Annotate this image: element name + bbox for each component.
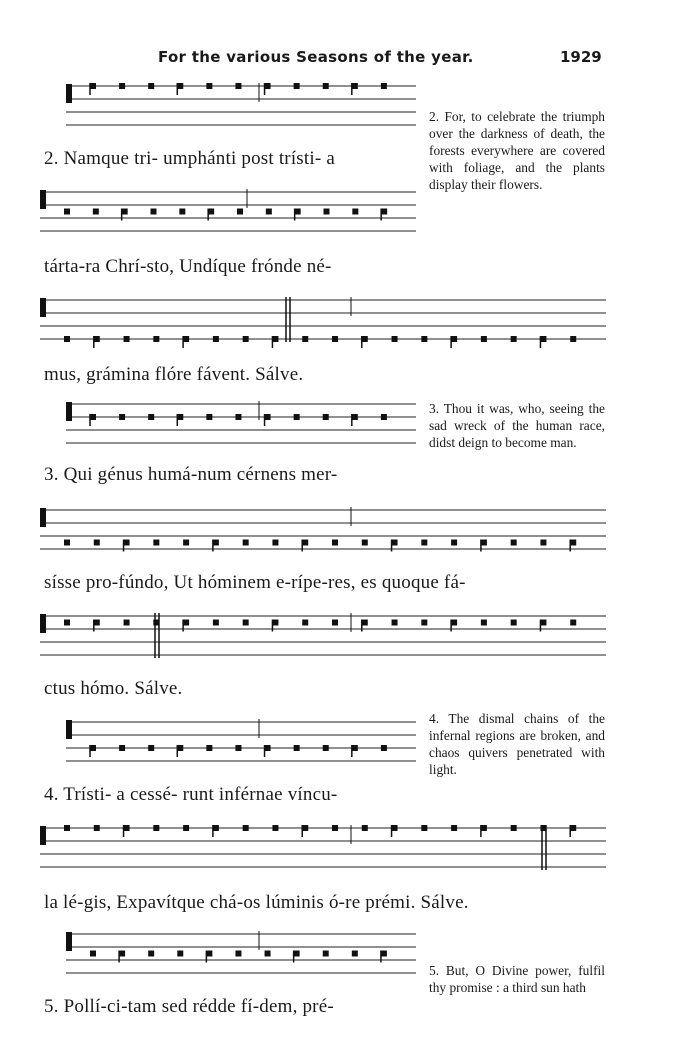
neume <box>381 414 387 420</box>
neume <box>243 620 249 626</box>
lyric-line-4: 3. Qui génus humá-num cérnens mer- <box>44 464 338 485</box>
lyric-line-7: 4. Trísti- a cessé- runt inférnae víncu- <box>44 784 338 805</box>
neume <box>266 209 272 215</box>
neume <box>213 825 219 831</box>
neume <box>272 336 278 342</box>
neume <box>213 336 219 342</box>
neume <box>148 83 154 89</box>
neume <box>362 825 368 831</box>
translation-3-text: 3. Thou it was, who, seeing the sad wreck of the human race, didst deign to become man. <box>429 401 605 450</box>
neume <box>183 825 189 831</box>
neume <box>153 540 159 546</box>
neume <box>332 336 338 342</box>
neume <box>570 540 576 546</box>
neume <box>235 414 241 420</box>
neume <box>302 336 308 342</box>
neume <box>570 620 576 626</box>
neume <box>294 414 300 420</box>
neume <box>392 336 398 342</box>
neume <box>352 414 358 420</box>
neume <box>177 83 183 89</box>
neume <box>451 620 457 626</box>
clef-mark <box>66 932 72 951</box>
neume <box>451 825 457 831</box>
neume <box>265 951 271 957</box>
neume <box>294 83 300 89</box>
neume <box>421 336 427 342</box>
neume <box>352 745 358 751</box>
neume <box>148 745 154 751</box>
neume <box>151 209 157 215</box>
clef-mark <box>40 190 46 209</box>
translation-4-text: 4. The dismal chains of the infernal regions are broken, and chaos quivers penetrated with light. <box>429 711 605 777</box>
neume <box>302 825 308 831</box>
neume <box>148 414 154 420</box>
neume <box>237 209 243 215</box>
neume <box>119 83 125 89</box>
neume <box>90 745 96 751</box>
neume <box>392 825 398 831</box>
neume <box>352 951 358 957</box>
neume <box>421 825 427 831</box>
neume <box>324 209 330 215</box>
lyric-line-5: sísse pro-fúndo, Ut hóminem e-rípe-res, es quoque fá- <box>44 572 466 593</box>
neume <box>177 745 183 751</box>
neume <box>64 336 70 342</box>
neume <box>206 951 212 957</box>
neume <box>265 414 271 420</box>
neume <box>323 951 329 957</box>
neume <box>451 336 457 342</box>
neume <box>183 540 189 546</box>
neume <box>511 540 517 546</box>
neume <box>177 951 183 957</box>
neume <box>265 83 271 89</box>
lyric-line-1: 2. Namque tri- umphánti post trísti- a <box>44 148 335 169</box>
neume <box>64 825 70 831</box>
neume <box>302 540 308 546</box>
neume <box>451 540 457 546</box>
neume <box>64 540 70 546</box>
clef-mark <box>40 614 46 633</box>
neume <box>323 83 329 89</box>
neume <box>272 825 278 831</box>
neume <box>206 83 212 89</box>
clef-mark <box>66 720 72 739</box>
neume <box>235 951 241 957</box>
neume <box>213 620 219 626</box>
neume <box>352 83 358 89</box>
neume <box>94 540 100 546</box>
neume <box>124 825 130 831</box>
neume <box>421 540 427 546</box>
neume <box>124 620 130 626</box>
lyric-line-8: la lé-gis, Expavítque chá-os lúminis ó-re prémi. Sálve. <box>44 892 469 913</box>
neume <box>540 540 546 546</box>
neume <box>570 336 576 342</box>
neume <box>362 620 368 626</box>
neume <box>124 540 130 546</box>
neume <box>119 951 125 957</box>
neume <box>119 745 125 751</box>
lyric-line-3: mus, grámina flóre fávent. Sálve. <box>44 364 304 385</box>
neume <box>481 620 487 626</box>
neume <box>511 825 517 831</box>
neume <box>352 209 358 215</box>
neume <box>302 620 308 626</box>
neume <box>243 540 249 546</box>
neume <box>90 83 96 89</box>
neume <box>272 620 278 626</box>
neume <box>481 336 487 342</box>
lyric-line-6: ctus hómo. Sálve. <box>44 678 183 699</box>
neume <box>122 209 128 215</box>
neume <box>208 209 214 215</box>
neume <box>511 336 517 342</box>
lyric-line-2: tárta-ra Chrí-sto, Undíque frónde né- <box>44 256 332 277</box>
neume <box>332 620 338 626</box>
clef-mark <box>40 508 46 527</box>
neume <box>90 414 96 420</box>
neume <box>381 745 387 751</box>
neume <box>570 825 576 831</box>
lyric-line-9: 5. Pollí-ci-tam sed rédde fí-dem, pré- <box>44 996 334 1017</box>
neume <box>183 336 189 342</box>
neume <box>94 336 100 342</box>
neume <box>206 414 212 420</box>
translation-5-text: 5. But, O Divine power, fulfil thy promise : a third sun hath <box>429 963 605 995</box>
neume <box>90 951 96 957</box>
neume <box>362 540 368 546</box>
neume <box>540 336 546 342</box>
translation-2 <box>429 108 605 193</box>
neume <box>265 745 271 751</box>
neume <box>392 620 398 626</box>
neume <box>148 951 154 957</box>
neume <box>153 825 159 831</box>
neume <box>272 540 278 546</box>
neume <box>294 951 300 957</box>
neume <box>64 209 70 215</box>
neume <box>243 336 249 342</box>
neume <box>540 620 546 626</box>
neume <box>235 745 241 751</box>
neume <box>323 745 329 751</box>
neume <box>332 825 338 831</box>
neume <box>183 620 189 626</box>
clef-mark <box>40 298 46 317</box>
neume <box>94 620 100 626</box>
neume <box>332 540 338 546</box>
clef-mark <box>66 402 72 421</box>
translation-5 <box>429 962 605 996</box>
neume <box>511 620 517 626</box>
neume <box>323 414 329 420</box>
neume <box>381 209 387 215</box>
neume <box>243 825 249 831</box>
translation-3 <box>429 400 605 451</box>
clef-mark <box>40 826 46 845</box>
translation-4 <box>429 710 605 778</box>
neume <box>381 951 387 957</box>
neume <box>213 540 219 546</box>
neume <box>381 83 387 89</box>
neume <box>64 620 70 626</box>
neume <box>362 336 368 342</box>
neume <box>177 414 183 420</box>
neume <box>421 620 427 626</box>
neume <box>124 336 130 342</box>
neume <box>93 209 99 215</box>
neume <box>481 540 487 546</box>
neume <box>392 540 398 546</box>
neume <box>295 209 301 215</box>
page-number: 1929 <box>560 48 602 66</box>
translation-2-text: 2. For, to celebrate the triumph over the darkness of death, the forests everywhere are covered with foliage, and the plants display their flowers. <box>429 109 605 192</box>
neume <box>235 83 241 89</box>
neume <box>94 825 100 831</box>
neume <box>153 336 159 342</box>
neume <box>179 209 185 215</box>
neume <box>481 825 487 831</box>
clef-mark <box>66 84 72 103</box>
neume <box>119 414 125 420</box>
neume <box>206 745 212 751</box>
neume <box>294 745 300 751</box>
running-title: For the various Seasons of the year. <box>158 48 474 66</box>
